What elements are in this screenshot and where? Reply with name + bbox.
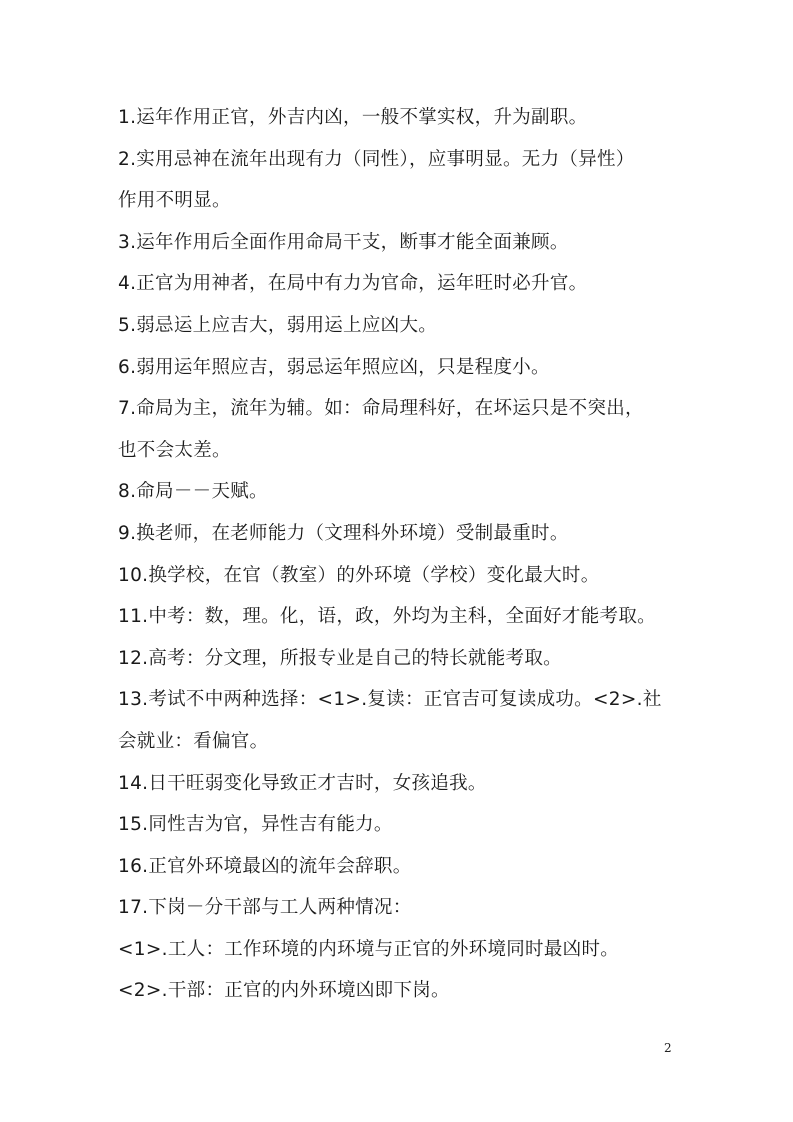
text-line-4: 3.运年作用后全面作用命局干支，断事才能全面兼顾。: [118, 231, 569, 253]
text-line-19: 16.正官外环境最凶的流年会辞职。: [118, 855, 412, 877]
text-line-7: 6.弱用运年照应吉，弱忌运年照应凶，只是程度小。: [118, 356, 550, 378]
text-line-10: 8.命局－－天赋。: [118, 481, 268, 503]
text-line-3: 作用不明显。: [118, 190, 231, 212]
text-line-15: 13.考试不中两种选择：<1>.复读：正官吉可复读成功。<2>.社: [118, 689, 662, 711]
body-text: [118, 97, 684, 1012]
text-line-8: 7.命局为主，流年为辅。如：命局理科好，在坏运只是不突出，: [118, 398, 644, 420]
text-line-1: 1.运年作用正官，外吉内凶，一般不掌实权，升为副职。: [118, 107, 588, 128]
text-line-2: 2.实用忌神在流年出现有力（同性），应事明显。无力（异性）: [118, 148, 635, 170]
text-line-22: <2>.干部：正官的内外环境凶即下岗。: [118, 980, 450, 1002]
text-line-21: <1>.工人：工作环境的内环境与正官的外环境同时最凶时。: [118, 938, 620, 960]
page-number: 2: [664, 1041, 672, 1055]
text-line-14: 12.高考：分文理，所报专业是自己的特长就能考取。: [118, 647, 562, 669]
text-line-5: 4.正官为用神者，在局中有力为官命，运年旺时必升官。: [118, 273, 588, 295]
text-line-16: 会就业：看偏官。: [118, 730, 269, 752]
text-line-20: 17.下岗－分干部与工人两种情况：: [118, 897, 412, 919]
text-line-12: 10.换学校，在官（教室）的外环境（学校）变化最大时。: [118, 564, 600, 586]
text-line-18: 15.同性吉为官，异性吉有能力。: [118, 814, 393, 836]
text-line-17: 14.日干旺弱变化导致正才吉时，女孩追我。: [118, 772, 487, 794]
text-line-11: 9.换老师，在老师能力（文理科外环境）受制最重时。: [118, 522, 569, 544]
text-line-6: 5.弱忌运上应吉大，弱用运上应凶大。: [118, 314, 438, 336]
text-line-9: 也不会太差。: [118, 439, 231, 461]
text-line-13: 11.中考：数，理。化，语，政，外均为主科，全面好才能考取。: [118, 606, 656, 628]
